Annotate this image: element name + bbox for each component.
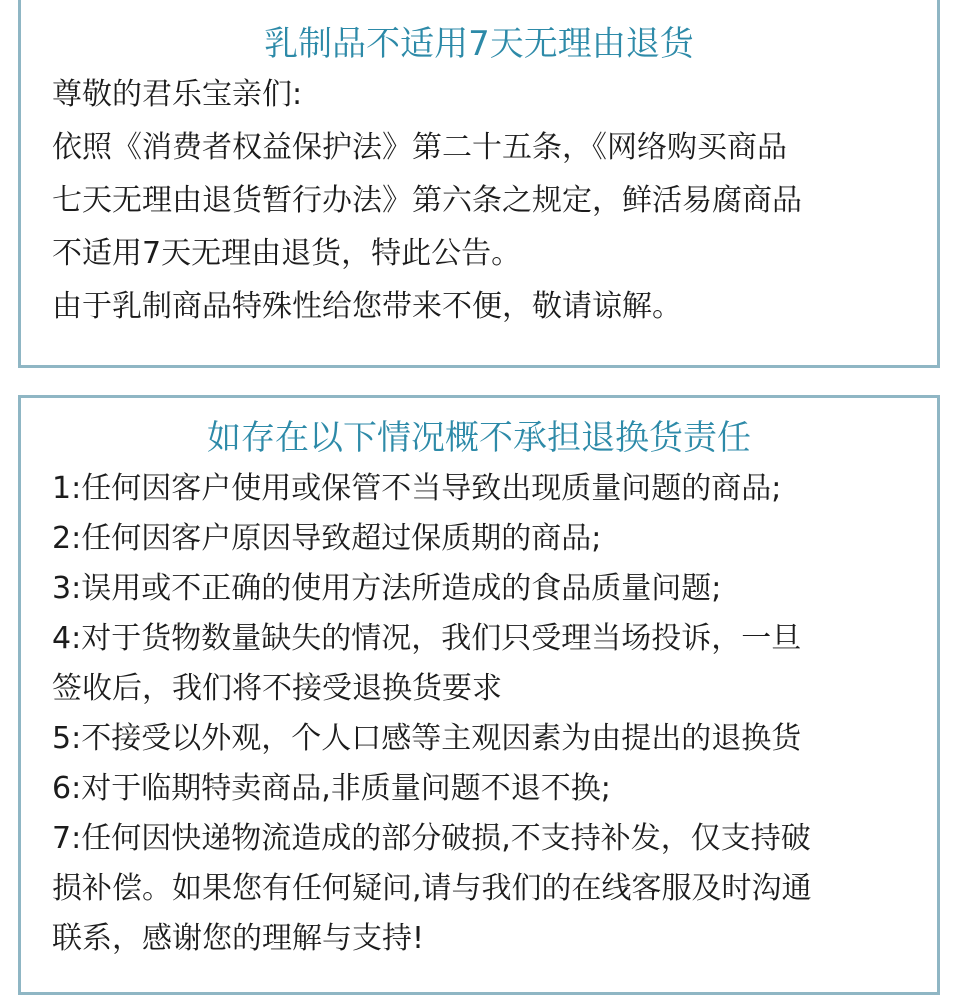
exemption-item: 7:任何因快递物流造成的部分破损,不支持补发，仅支持破 xyxy=(52,821,811,856)
notice-body xyxy=(52,68,937,333)
notice-box xyxy=(18,0,940,368)
notice-line: 尊敬的君乐宝亲们: xyxy=(52,77,303,112)
exemptions-title: 如存在以下情况概不承担退换货责任 xyxy=(207,418,751,458)
exemption-item: 3:误用或不正确的使用方法所造成的食品质量问题; xyxy=(52,571,722,606)
exemption-item: 6:对于临期特卖商品,非质量问题不退不换; xyxy=(52,771,611,806)
exemptions-box xyxy=(18,395,940,995)
exemption-item: 2:任何因客户原因导致超过保质期的商品; xyxy=(52,521,602,556)
notice-line: 七天无理由退货暂行办法》第六条之规定，鲜活易腐商品 xyxy=(52,183,802,218)
exemption-item-continued: 损补偿。如果您有任何疑问,请与我们的在线客服及时沟通 xyxy=(52,871,812,906)
exemption-item: 5:不接受以外观，个人口感等主观因素为由提出的退换货 xyxy=(52,721,802,756)
notice-title: 乳制品不适用7天无理由退货 xyxy=(264,24,694,64)
notice-line: 由于乳制商品特殊性给您带来不便，敬请谅解。 xyxy=(52,289,682,324)
exemptions-list xyxy=(52,462,937,962)
exemption-item-continued: 联系，感谢您的理解与支持! xyxy=(52,921,425,956)
exemption-item-continued: 签收后，我们将不接受退换货要求 xyxy=(52,671,502,706)
notice-line: 不适用7天无理由退货，特此公告。 xyxy=(52,236,522,271)
exemption-item: 4:对于货物数量缺失的情况，我们只受理当场投诉，一旦 xyxy=(52,621,802,656)
notice-line: 依照《消费者权益保护法》第二十五条，《网络购买商品 xyxy=(52,130,787,165)
exemption-item: 1:任何因客户使用或保管不当导致出现质量问题的商品; xyxy=(52,471,782,506)
